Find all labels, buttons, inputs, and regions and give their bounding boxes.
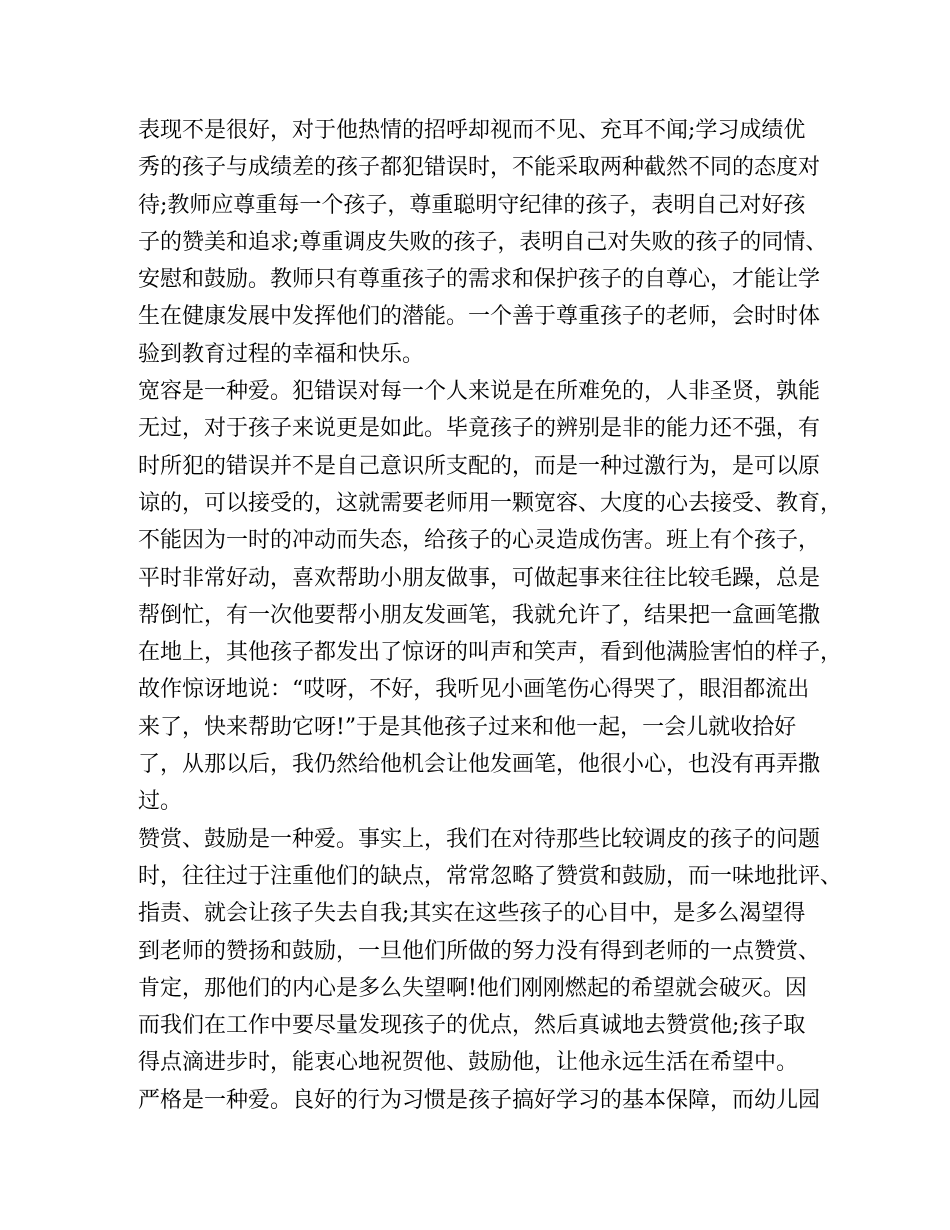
text-line: 宽容是一种爱。犯错误对每一个人来说是在所难免的，人非圣贤，孰能 [138, 379, 821, 405]
text-line: 无过，对于孩子来说更是如此。毕竟孩子的辨别是非的能力还不强，有 [138, 416, 821, 442]
text-line: 指责、就会让孩子失去自我;其实在这些孩子的心目中，是多么渴望得 [138, 901, 806, 927]
text-line: 赞赏、鼓励是一种爱。事实上，我们在对待那些比较调皮的孩子的问题 [138, 826, 821, 852]
text-line: 得点滴进步时，能衷心地祝贺他、鼓励他，让他永远生活在希望中。 [138, 1050, 799, 1076]
text-line: 而我们在工作中要尽量发现孩子的优点，然后真诚地去赞赏他;孩子取 [138, 1013, 806, 1039]
text-line: 过。 [138, 789, 183, 815]
text-line: 帮倒忙，有一次他要帮小朋友发画笔，我就允许了，结果把一盒画笔撒 [138, 602, 821, 628]
text-line: 时，往往过于注重他们的缺点，常常忽略了赞赏和鼓励，而一味地批评、 [138, 863, 843, 889]
body-text [138, 112, 843, 1119]
text-line: 安慰和鼓励。教师只有尊重孩子的需求和保护孩子的自尊心，才能让学 [138, 267, 821, 293]
text-line: 在地上，其他孩子都发出了惊讶的叫声和笑声，看到他满脸害怕的样子， [138, 640, 843, 666]
text-line: 来了，快来帮助它呀!”于是其他孩子过来和他一起，一会儿就收拾好 [138, 714, 797, 740]
text-line: 验到教育过程的幸福和快乐。 [138, 341, 425, 367]
text-line: 待;教师应尊重每一个孩子，尊重聪明守纪律的孩子，表明自己对好孩 [138, 192, 806, 218]
text-line: 故作惊讶地说：“哎呀，不好，我听见小画笔伤心得哭了，眼泪都流出 [138, 677, 810, 703]
text-line: 表现不是很好，对于他热情的招呼却视而不见、充耳不闻;学习成绩优 [138, 118, 806, 143]
text-line: 严格是一种爱。良好的行为习惯是孩子搞好学习的基本保障，而幼儿园 [138, 1087, 821, 1113]
text-line: 子的赞美和追求;尊重调皮失败的孩子，表明自己对失败的孩子的同情、 [138, 229, 828, 255]
text-line: 到老师的赞扬和鼓励，一旦他们所做的努力没有得到老师的一点赞赏、 [138, 938, 821, 964]
text-line: 谅的，可以接受的，这就需要老师用一颗宽容、大度的心去接受、教育， [138, 490, 843, 516]
text-line: 生在健康发展中发挥他们的潜能。一个善于尊重孩子的老师，会时时体 [138, 304, 821, 330]
text-line: 时所犯的错误并不是自己意识所支配的，而是一种过激行为，是可以原 [138, 453, 821, 479]
text-line: 不能因为一时的冲动而失态，给孩子的心灵造成伤害。班上有个孩子， [138, 528, 821, 554]
text-line: 肯定，那他们的内心是多么失望啊!他们刚刚燃起的希望就会破灭。因 [138, 975, 807, 1001]
text-line: 秀的孩子与成绩差的孩子都犯错误时，不能采取两种截然不同的态度对 [138, 155, 821, 181]
text-line: 了，从那以后，我仍然给他机会让他发画笔，他很小心，也没有再弄撒 [138, 752, 821, 778]
text-line: 平时非常好动，喜欢帮助小朋友做事，可做起事来往往比较毛躁，总是 [138, 565, 821, 591]
